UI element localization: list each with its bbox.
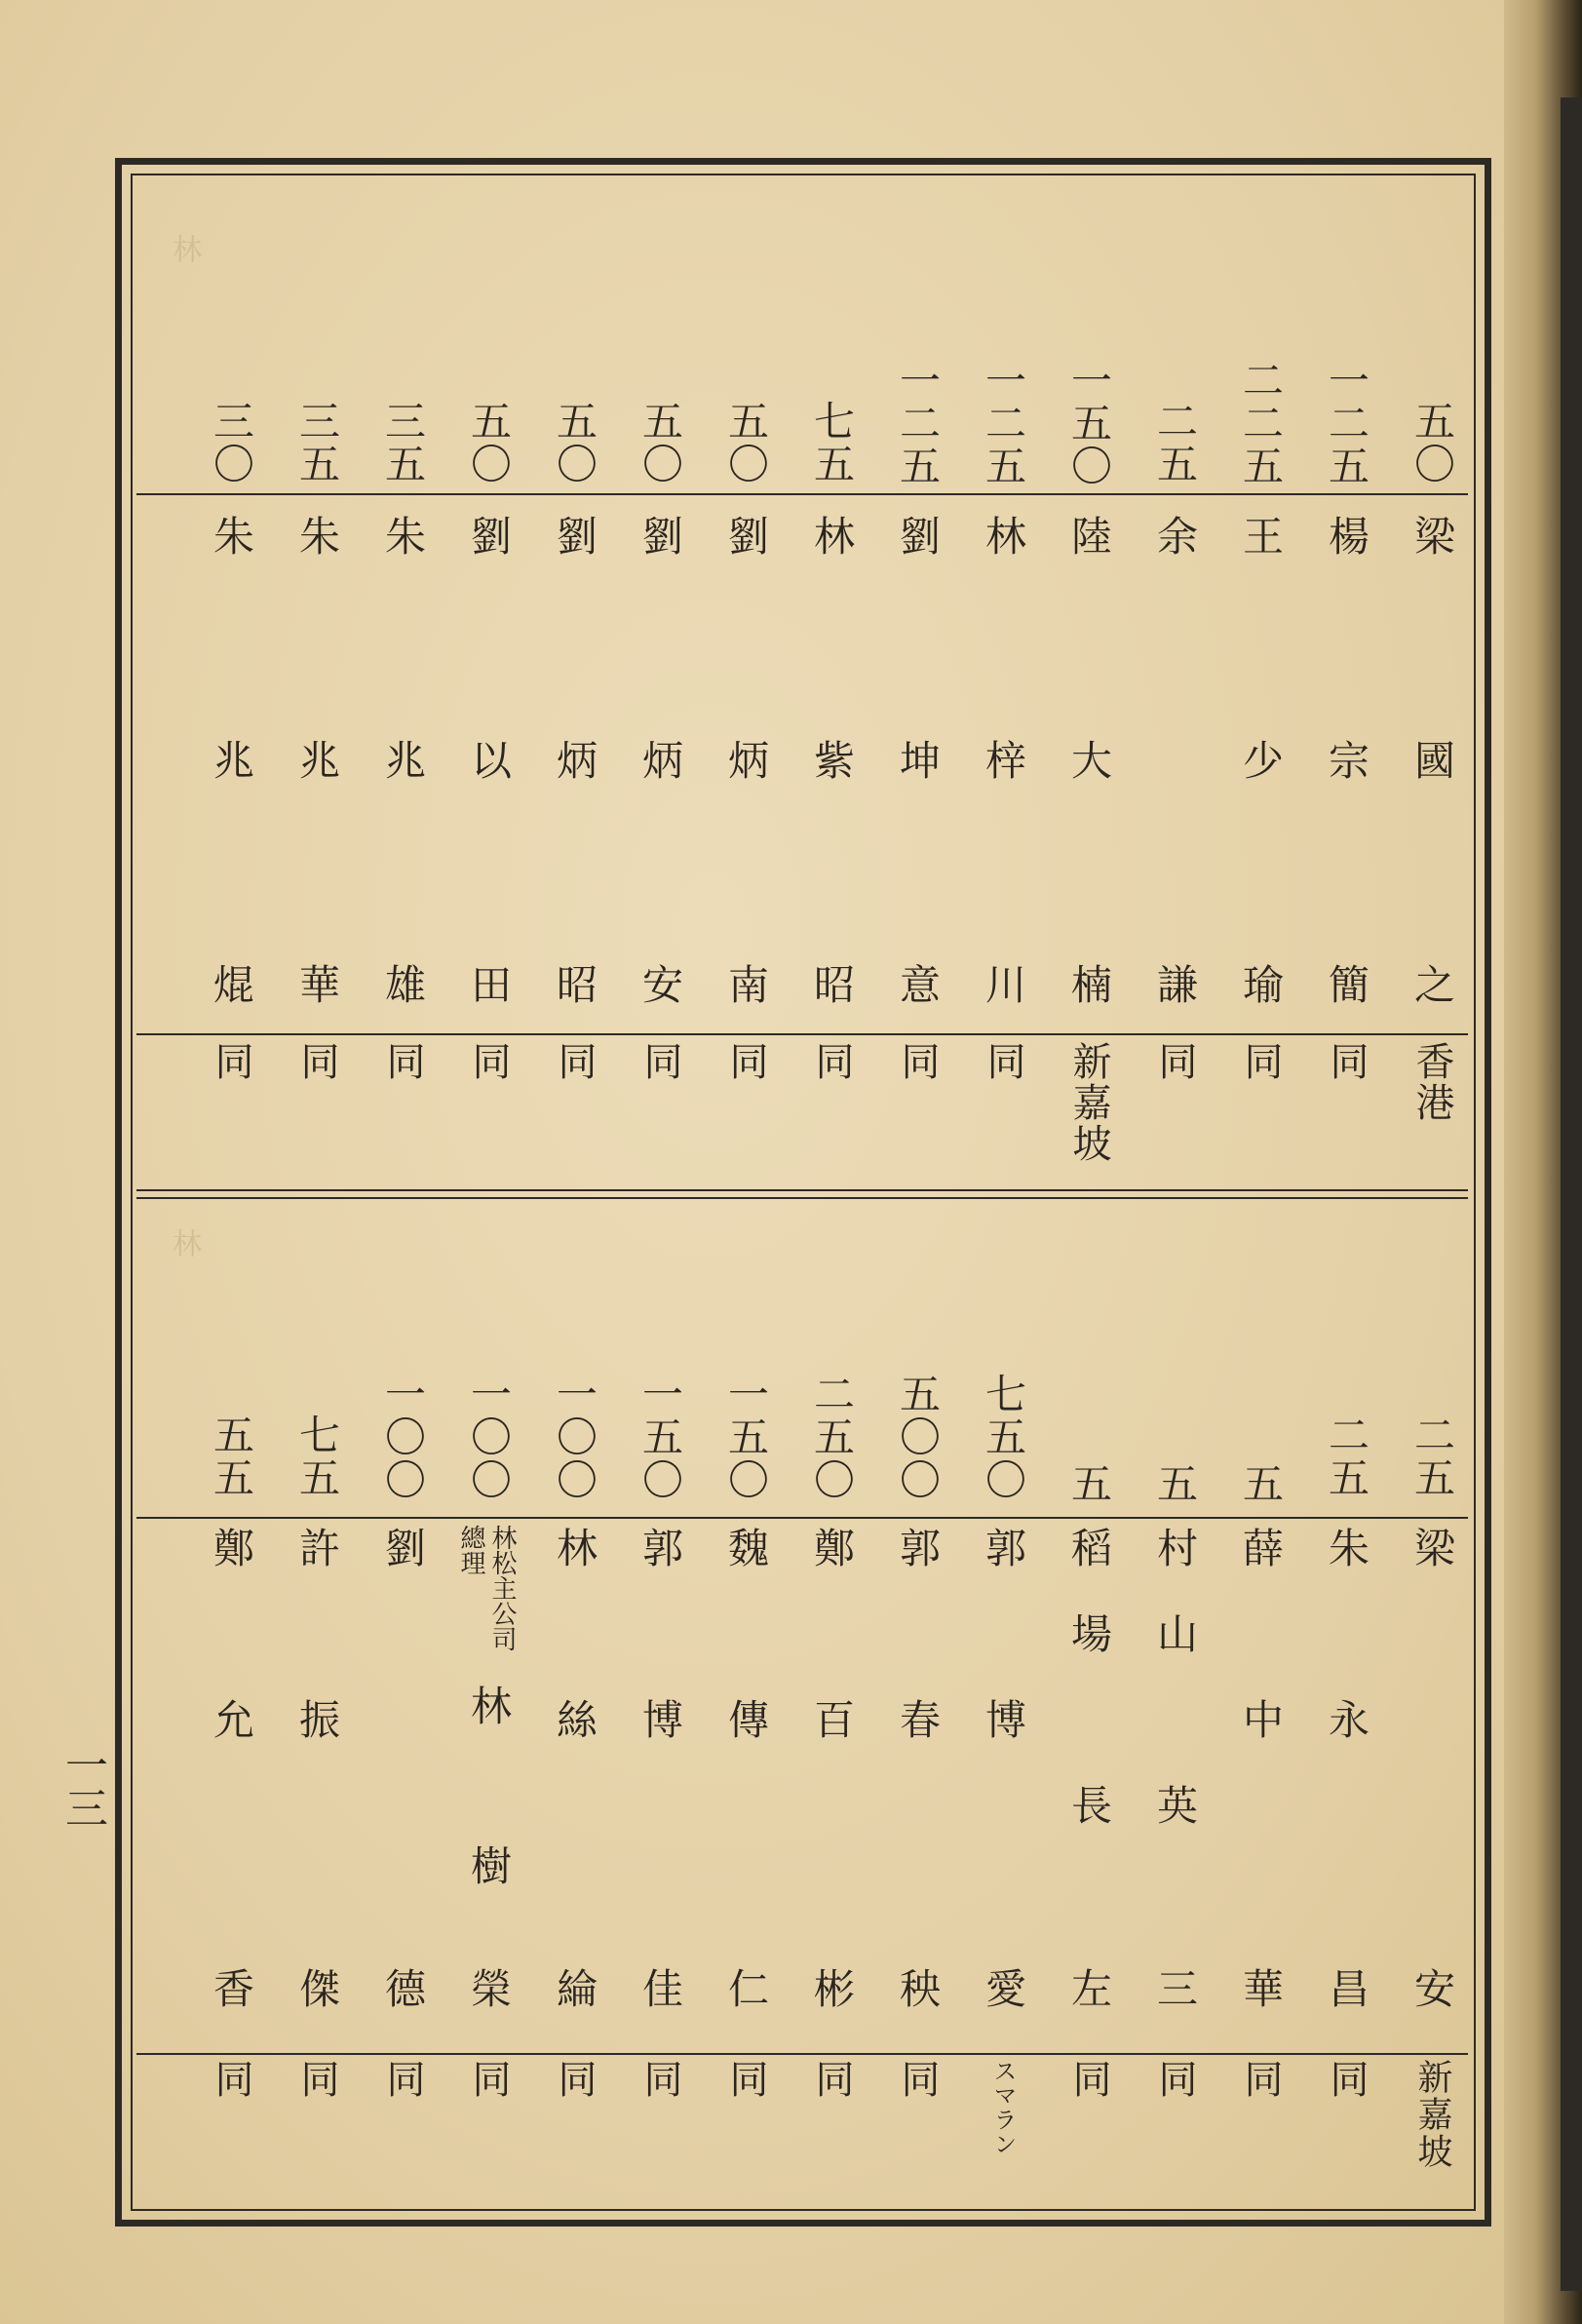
given-name-1: 坤: [894, 739, 942, 782]
location: 同: [809, 2059, 854, 2100]
amount: 五: [1237, 1462, 1285, 1505]
donor-row: [540, 1365, 608, 2203]
location: 新嘉坡: [1066, 1041, 1111, 1164]
surname: 劉: [551, 515, 598, 558]
location: 同: [895, 1041, 940, 1082]
amount: 二五: [1151, 400, 1199, 485]
location: 同: [466, 2059, 511, 2100]
amount: 一二五: [894, 359, 942, 487]
location: 同: [809, 1041, 854, 1082]
donor-row: [368, 1365, 437, 2203]
name-char-3: 博: [980, 1698, 1027, 1741]
surname: 朱: [208, 515, 255, 558]
given-name-2: 雄: [379, 963, 427, 1006]
location: 同: [1238, 1041, 1283, 1082]
surname: 林: [980, 515, 1027, 558]
donor-row: [1140, 1365, 1209, 2203]
donor-row: [197, 1365, 265, 2203]
next-page-border: [1561, 97, 1582, 2291]
amount: 一〇〇: [465, 1373, 513, 1501]
location: 同: [1152, 2059, 1197, 2100]
location: 同: [637, 1041, 682, 1082]
name-char-5: 佳: [637, 1967, 684, 2010]
donor-row: [283, 351, 351, 1189]
amount: 七五: [808, 400, 856, 485]
donor-row: [454, 351, 522, 1189]
given-name-2: 川: [980, 963, 1027, 1006]
given-name-2: 焜: [208, 963, 255, 1006]
donor-row: [883, 351, 951, 1189]
surname: 朱: [293, 515, 341, 558]
amount: 一〇〇: [379, 1373, 427, 1501]
location: 同: [209, 1041, 253, 1082]
name-char-1: 劉: [379, 1527, 427, 1569]
donor-row: [368, 351, 437, 1189]
amount: 一五〇: [722, 1373, 770, 1501]
name-char-5: 昌: [1323, 1967, 1370, 2010]
name-char-1: 郭: [980, 1527, 1027, 1569]
name-char-1: 薛: [1237, 1527, 1285, 1569]
donor-row: [797, 1365, 866, 2203]
name-char-3: 春: [894, 1698, 942, 1741]
surname: 林: [808, 515, 856, 558]
location: 同: [1066, 2059, 1111, 2100]
given-name-1: 炳: [722, 739, 770, 782]
name-char-3: 振: [293, 1698, 341, 1741]
name-char-3: 傳: [722, 1698, 770, 1741]
amount: 一〇〇: [551, 1373, 598, 1501]
bottom-donor-table: [136, 1365, 1468, 2203]
donor-row: [454, 1365, 522, 2203]
amount: 二五〇: [808, 1373, 856, 1501]
given-name-1: 梓: [980, 739, 1027, 782]
amount: 五〇: [551, 400, 598, 485]
given-name-2: 瑜: [1237, 963, 1285, 1006]
donor-row: [1140, 351, 1209, 1189]
donor-row: [626, 1365, 694, 2203]
name-char-1: 林: [551, 1527, 598, 1569]
surname: 余: [1151, 515, 1199, 558]
surname: 劉: [465, 515, 513, 558]
name-char-3: 永: [1323, 1698, 1370, 1741]
location: 同: [1152, 1041, 1197, 1082]
donor-row: [1312, 351, 1380, 1189]
amount: 二五: [1323, 1414, 1370, 1499]
location: 同: [209, 2059, 253, 2100]
amount: 七五: [293, 1414, 341, 1499]
name-char-5: 安: [1408, 1967, 1456, 2010]
donor-row: [797, 351, 866, 1189]
donor-row: [1226, 1365, 1294, 2203]
given-name-1: 兆: [293, 739, 341, 782]
surname: 陸: [1065, 515, 1113, 558]
name-char-5: 左: [1065, 1967, 1113, 2010]
amount: 五〇: [722, 400, 770, 485]
amount: 二二五: [1237, 359, 1285, 487]
name-char-4: 長: [1065, 1784, 1113, 1827]
name-char-5: 香: [208, 1967, 255, 2010]
amount: 一五〇: [637, 1373, 684, 1501]
name-char-5: 德: [379, 1967, 427, 2010]
given-name-1: 少: [1237, 739, 1285, 782]
location: 同: [552, 1041, 597, 1082]
amount: 五〇: [465, 400, 513, 485]
surname: 劉: [894, 515, 942, 558]
given-name-2: 意: [894, 963, 942, 1006]
amount: 七五〇: [980, 1373, 1027, 1501]
donor-row: [712, 351, 780, 1189]
amount: 三五: [379, 400, 427, 485]
location: 同: [1324, 2059, 1369, 2100]
name-char-1: 魏: [722, 1527, 770, 1569]
donor-row: [883, 1365, 951, 2203]
given-name-2: 之: [1408, 963, 1456, 1006]
bleed-through-text: 林: [167, 234, 201, 263]
given-name-2: 華: [293, 963, 341, 1006]
given-name-2: 謙: [1151, 963, 1199, 1006]
given-name-1: 宗: [1323, 739, 1370, 782]
section-divider: [136, 1189, 1468, 1191]
name-char-3: 中: [1237, 1698, 1285, 1741]
given-name-1: 炳: [637, 739, 684, 782]
name-char-1: 稻: [1065, 1527, 1113, 1569]
given-name-1: 以: [465, 739, 513, 782]
amount: 一二五: [1323, 359, 1370, 487]
amount: 五〇: [1408, 400, 1456, 485]
given-name-2: 簡: [1323, 963, 1370, 1006]
amount: 三〇: [208, 400, 255, 485]
name-char-3: 絲: [551, 1698, 598, 1741]
donor-row: [1055, 351, 1123, 1189]
given-name-1: 大: [1065, 739, 1113, 782]
name-char-1: 鄭: [208, 1527, 255, 1569]
donor-row: [712, 1365, 780, 2203]
name-char-5: 彬: [808, 1967, 856, 2010]
amount: 五〇〇: [894, 1373, 942, 1501]
name-char-2: 山: [1151, 1612, 1199, 1655]
donor-row: [626, 351, 694, 1189]
location: 同: [466, 1041, 511, 1082]
location: 同: [637, 2059, 682, 2100]
name-char-1: 梁: [1408, 1527, 1456, 1569]
donor-row: [283, 1365, 351, 2203]
given-name-1: 兆: [379, 739, 427, 782]
name-char-5: 榮: [465, 1967, 513, 2010]
name-char-3: 百: [808, 1698, 856, 1741]
amount: 五〇: [637, 400, 684, 485]
given-name-2: 昭: [551, 963, 598, 1006]
donor-row: [1398, 1365, 1466, 2203]
name-char-5: 綸: [551, 1967, 598, 2010]
location: 同: [552, 2059, 597, 2100]
donor-row: [969, 1365, 1037, 2203]
page-number: 一三: [58, 1743, 107, 1829]
company-name: 林松主公司: [487, 1525, 517, 1651]
given-name-1: 兆: [208, 739, 255, 782]
name-char-5: 傑: [293, 1967, 341, 2010]
name-char-5: 愛: [980, 1967, 1027, 2010]
amount: 一五〇: [1065, 359, 1113, 487]
surname: 朱: [379, 515, 427, 558]
name-char-5: 華: [1237, 1967, 1285, 2010]
name-char-4: 英: [1151, 1784, 1199, 1827]
location: 同: [380, 2059, 425, 2100]
amount: 三五: [293, 400, 341, 485]
given-name-2: 昭: [808, 963, 856, 1006]
name-char-5: 仁: [722, 1967, 770, 2010]
location: 同: [1324, 1041, 1369, 1082]
name-char-4: 樹: [465, 1844, 513, 1887]
amount: 五: [1065, 1462, 1113, 1505]
amount: 五: [1151, 1462, 1199, 1505]
surname: 劉: [637, 515, 684, 558]
name-char-1: 郭: [637, 1527, 684, 1569]
donor-row: [1226, 351, 1294, 1189]
name-char-1: 郭: [894, 1527, 942, 1569]
name-char-2: 場: [1065, 1612, 1113, 1655]
location: 同: [723, 2059, 768, 2100]
amount: 一二五: [980, 359, 1027, 487]
name-char-3: 允: [208, 1698, 255, 1741]
location: 同: [294, 2059, 339, 2100]
name-char-1: 鄭: [808, 1527, 856, 1569]
donor-row: [969, 351, 1037, 1189]
location: 同: [294, 1041, 339, 1082]
amount: 二五: [1408, 1414, 1456, 1499]
donor-row: [197, 351, 265, 1189]
company-title: 總理: [456, 1525, 485, 1575]
amount: 五五: [208, 1414, 255, 1499]
location: 新嘉坡: [1412, 2059, 1452, 2170]
location: 同: [895, 2059, 940, 2100]
given-name-1: 炳: [551, 739, 598, 782]
given-name-2: 田: [465, 963, 513, 1006]
location: 同: [981, 1041, 1025, 1082]
donor-row: [1312, 1365, 1380, 2203]
location: 同: [723, 1041, 768, 1082]
donor-row: [1398, 351, 1466, 1189]
name-char-5: 三: [1151, 1967, 1199, 2010]
surname: 劉: [722, 515, 770, 558]
surname: 梁: [1408, 515, 1456, 558]
location: 香港: [1409, 1041, 1454, 1123]
donor-row: [540, 351, 608, 1189]
name-char-1: 許: [293, 1527, 341, 1569]
location: スマラン: [989, 2059, 1017, 2156]
name-char-1: 朱: [1323, 1527, 1370, 1569]
donor-row: [1055, 1365, 1123, 2203]
location: 同: [1238, 2059, 1283, 2100]
given-name-1: 紫: [808, 739, 856, 782]
location: 同: [380, 1041, 425, 1082]
given-name-2: 安: [637, 963, 684, 1006]
name-char-2: 林: [465, 1685, 513, 1727]
given-name-2: 南: [722, 963, 770, 1006]
name-char-5: 秧: [894, 1967, 942, 2010]
name-char-3: 博: [637, 1698, 684, 1741]
surname: 楊: [1323, 515, 1370, 558]
name-char-1: 村: [1151, 1527, 1199, 1569]
bleed-through-text: 林: [167, 1228, 201, 1258]
given-name-1: 國: [1408, 739, 1456, 782]
given-name-2: 楠: [1065, 963, 1113, 1006]
top-donor-table: [136, 351, 1468, 1189]
surname: 王: [1237, 515, 1285, 558]
